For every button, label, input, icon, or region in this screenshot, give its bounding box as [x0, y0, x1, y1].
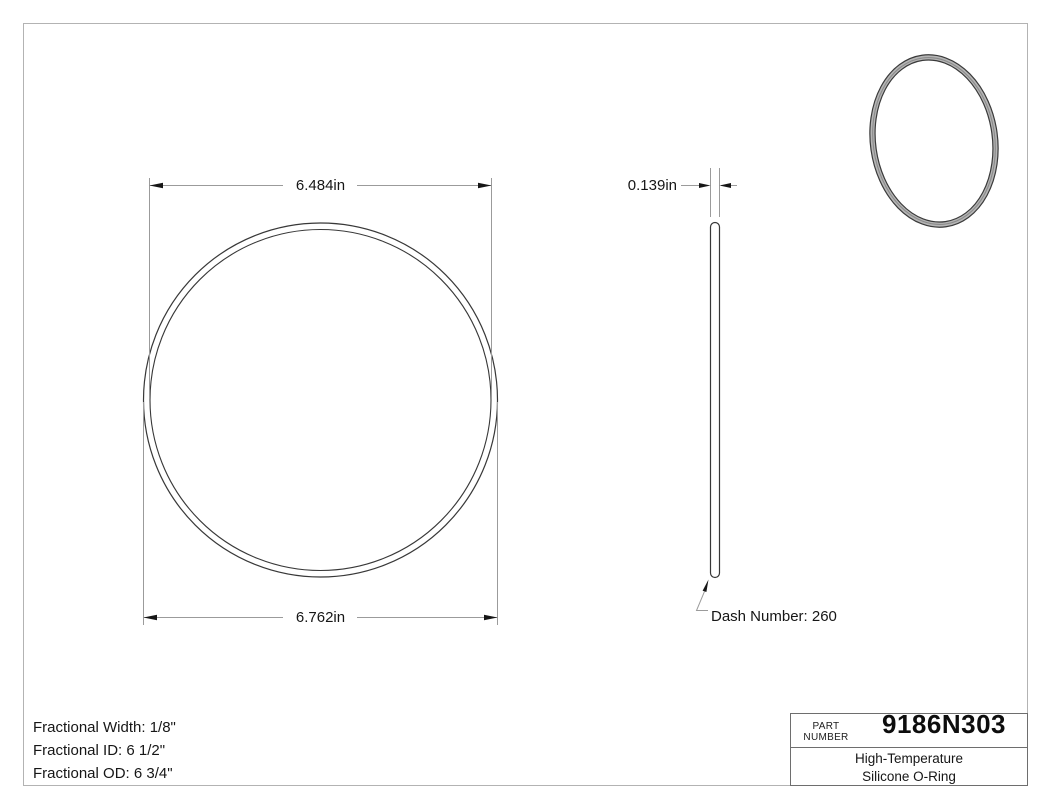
- part-number-value: 9186N303: [882, 709, 1006, 739]
- dash-number-leader: [697, 580, 709, 611]
- leader-arrow-icon: [703, 580, 709, 593]
- fractional-id-label: Fractional ID: 6 1/2": [33, 742, 166, 759]
- dash-number-label: Dash Number: 260: [711, 608, 837, 625]
- fractional-specs: [33, 716, 176, 785]
- leader-line: [697, 591, 709, 610]
- o-ring-3d-view: [859, 46, 1009, 235]
- part-number-caption: [792, 716, 860, 743]
- o-ring-outer-circle: [144, 223, 498, 577]
- o-ring-front-view: [144, 223, 498, 577]
- id-dimension-label: 6.484in: [295, 177, 346, 194]
- cross-section-width-dimension: [681, 168, 737, 217]
- part-caption-line2: NUMBER: [803, 732, 849, 743]
- fractional-width-label: Fractional Width: 1/8": [33, 719, 176, 736]
- part-description-line2: Silicone O-Ring: [862, 769, 956, 784]
- width-arrow-right-icon: [720, 183, 732, 188]
- width-arrow-left-icon: [699, 183, 711, 188]
- width-dimension-label: 0.139in: [627, 177, 677, 194]
- ring-shading-midline: [862, 50, 1006, 233]
- o-ring-inner-circle: [150, 230, 491, 571]
- id-arrow-right-icon: [478, 183, 492, 188]
- od-arrow-right-icon: [484, 615, 498, 620]
- id-dimension: [150, 178, 492, 398]
- part-description: [791, 750, 1027, 786]
- id-arrow-left-icon: [150, 183, 164, 188]
- o-ring-side-view: [711, 223, 720, 578]
- ring-shading-band: [862, 49, 1006, 232]
- ring-outer-edge: [859, 46, 1009, 235]
- fractional-od-label: Fractional OD: 6 3/4": [33, 765, 173, 782]
- part-description-line1: High-Temperature: [854, 751, 964, 766]
- part-caption-line1: PART: [812, 721, 840, 732]
- od-arrow-left-icon: [144, 615, 158, 620]
- od-dimension: [144, 402, 498, 625]
- od-dimension-label: 6.762in: [295, 609, 346, 626]
- drawing-frame: [24, 24, 1028, 786]
